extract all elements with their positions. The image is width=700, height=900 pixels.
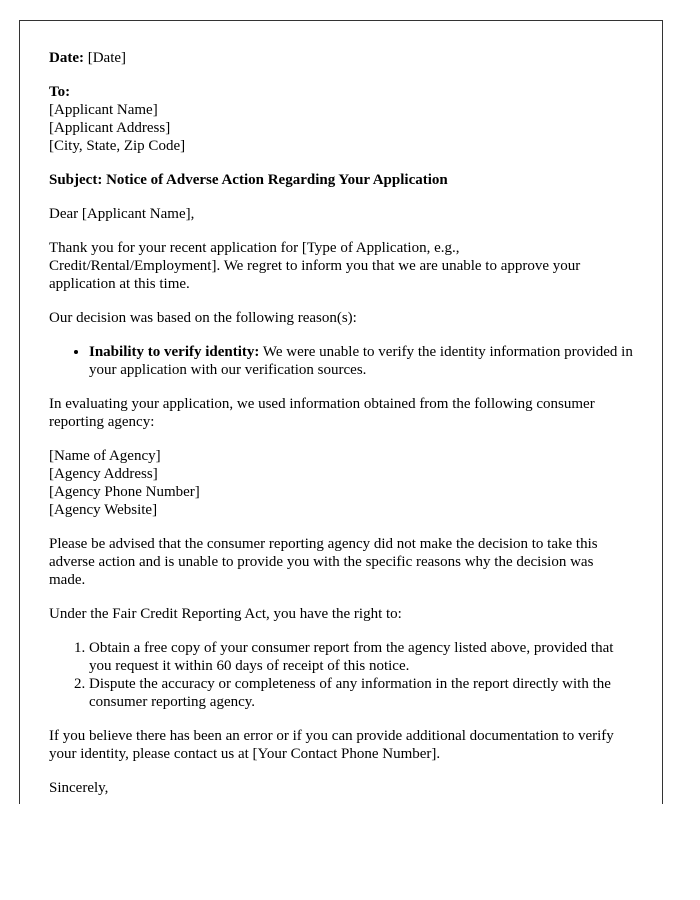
rights-list <box>49 639 633 711</box>
subject-line <box>49 171 633 189</box>
right-item: 1. Obtain a free copy of your consumer report from the agency listed above, provided that you request it within 60 days of receipt of this notice. <box>89 639 633 675</box>
reason-title: Inability to verify identity: <box>89 344 260 360</box>
rights-intro: Under the Fair Credit Reporting Act, you have the right to: <box>49 606 402 622</box>
reason-item <box>89 343 633 379</box>
salutation: Dear [Applicant Name], <box>49 206 195 222</box>
date-line <box>49 49 633 67</box>
recipient-name: [Applicant Name] <box>49 102 158 118</box>
subject-text: Subject: Notice of Adverse Action Regarding Your Application <box>49 172 448 188</box>
to-label: To: <box>49 84 71 100</box>
date-value: [Date] <box>87 50 127 66</box>
agency-block <box>49 447 633 519</box>
agency-intro: In evaluating your application, we used information obtained from the following consumer reporting agency: <box>49 396 595 430</box>
intro-paragraph: Thank you for your recent application for [Type of Application, e.g., Credit/Rental/Employment]. We regret to inform you that we are unable to approve your application at this time. <box>49 240 581 292</box>
agency-phone: [Agency Phone Number] <box>49 484 200 500</box>
agency-name: [Name of Agency] <box>49 448 161 464</box>
disclaimer-paragraph: Please be advised that the consumer reporting agency did not make the decision to take this adverse action and is unable to provide you with the specific reasons why the decision was made. <box>49 536 598 588</box>
recipient-city: [City, State, Zip Code] <box>49 138 186 154</box>
recipient-address: [Applicant Address] <box>49 120 171 136</box>
date-label: Date: <box>49 50 84 66</box>
closing: Sincerely, <box>49 780 109 796</box>
reasons-intro: Our decision was based on the following reason(s): <box>49 310 357 326</box>
contact-paragraph: If you believe there has been an error or if you can provide additional documentation to verify your identity, please contact us at [Your Contact Phone Number]. <box>49 728 614 762</box>
reasons-list <box>49 343 633 379</box>
letter-page <box>19 20 663 804</box>
recipient-block <box>49 83 633 155</box>
agency-website: [Agency Website] <box>49 502 158 518</box>
agency-address: [Agency Address] <box>49 466 158 482</box>
reason-text: We were unable to verify the identity information provided in your application with our verification sources. <box>89 344 633 378</box>
right-item: 2. Dispute the accuracy or completeness of any information in the report directly with the consumer reporting agency. <box>89 675 633 711</box>
